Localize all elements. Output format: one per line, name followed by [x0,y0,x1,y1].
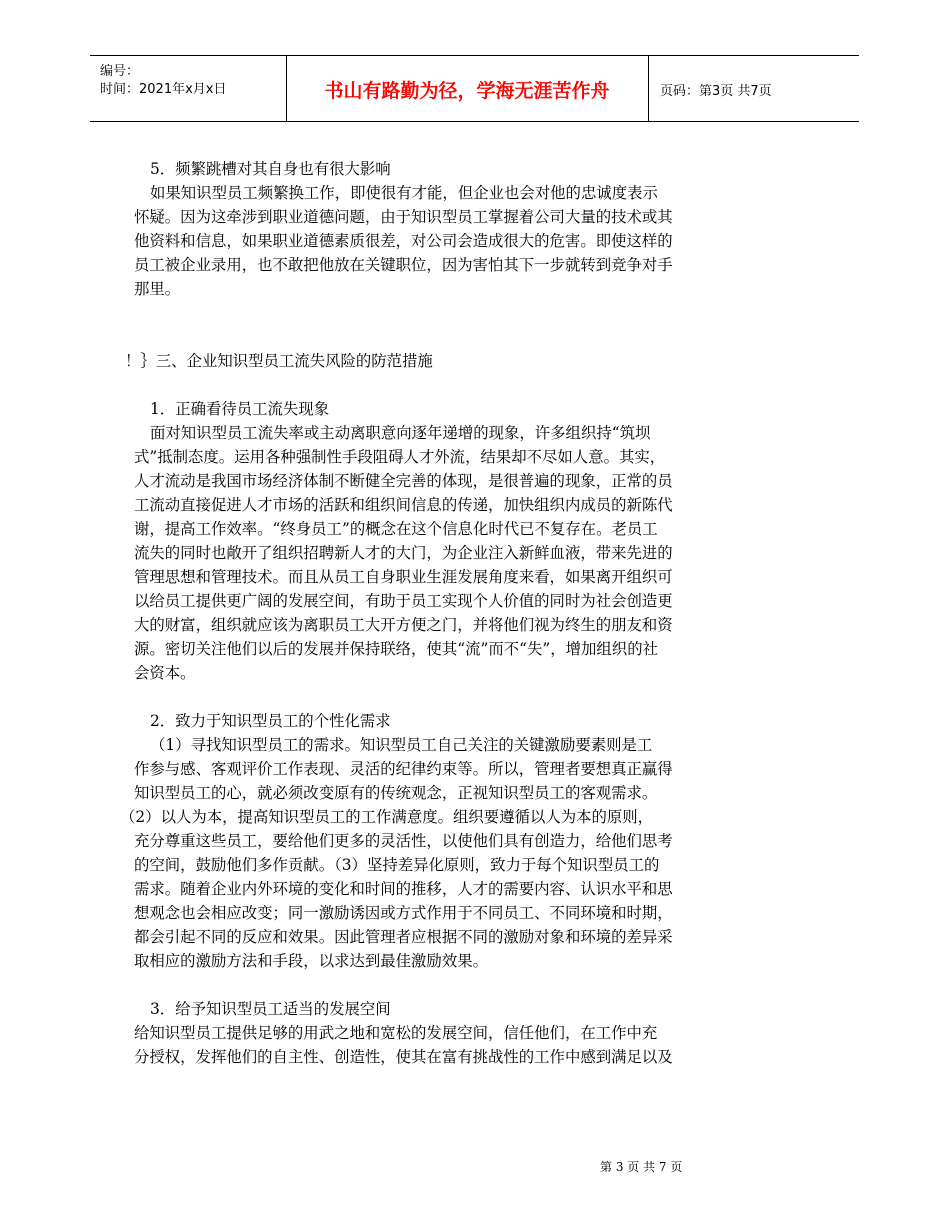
paragraph-line: 以给员工提供更广阔的发展空间，有助于员工实现个人价值的同时为社会创造更 [134,592,673,610]
paragraph-line: （2）以人为本，提高知识型员工的工作满意度。组织要遵循以人为本的原则， [120,808,654,826]
paragraph-line: 都会引起不同的反应和效果。因此管理者应根据不同的激励对象和环境的差异采 [134,928,673,946]
page-footer: 第 3 页 共 7 页 [600,1160,683,1174]
paragraph-line: 作参与感、客观评价工作表现、灵活的纪律约束等。所以，管理者要想真正赢得 [134,760,673,778]
paragraph-line: 怀疑。因为这牵涉到职业道德问题，由于知识型员工掌握着公司大量的技术或其 [134,208,673,226]
paragraph-line: 如果知识型员工频繁换工作，即使很有才能，但企业也会对他的忠诚度表示 [150,184,658,202]
paragraph-line: 式”抵制态度。运用各种强制性手段阻碍人才外流，结果却不尽如人意。其实， [134,448,666,466]
paragraph-line: 员工被企业录用，也不敢把他放在关键职位，因为害怕其下一步就转到竞争对手 [134,256,673,274]
chapter-heading: ！｝三、企业知识型员工流失风险的防范措施 [125,352,433,370]
paragraph-line: 需求。随着企业内外环境的变化和时间的推移，人才的需要内容、认识水平和思 [134,880,673,898]
doc-date: 时间：2021年x月x日 [100,82,227,97]
paragraph-line: 充分尊重这些员工，要给他们更多的灵活性，以使他们具有创造力，给他们思考 [134,832,673,850]
paragraph-line: （1）寻找知识型员工的需求。知识型员工自己关注的关键激励要素则是工 [150,736,653,754]
header-page-info: 页码：第3页 共7页 [660,84,772,99]
paragraph-line: 他资料和信息，如果职业道德素质很差，对公司会造成很大的危害。即使这样的 [134,232,673,250]
section-heading: 1．正确看待员工流失现象 [150,400,330,418]
paragraph-line: 人才流动是我国市场经济体制不断健全完善的体现，是很普遍的现象，正常的员 [134,472,673,490]
paragraph-line: 知识型员工的心，就必须改变原有的传统观念，正视知识型员工的客观需求。 [134,784,658,802]
section-heading: 2．致力于知识型员工的个性化需求 [150,712,391,730]
header-top-rule [90,55,859,56]
paragraph-line: 想观念也会相应改变；同一激励诱因或方式作用于不同员工、不同环境和时期， [134,904,673,922]
header-bottom-rule [90,121,859,122]
paragraph-line: 会资本。 [134,664,196,682]
section-heading: 3．给予知识型员工适当的发展空间 [150,1000,391,1018]
header-motto: 书山有路勤为径，学海无涯苦作舟 [324,80,610,102]
paragraph-line: 给知识型员工提供足够的用武之地和宽松的发展空间，信任他们，在工作中充 [134,1024,658,1042]
header-divider-right [648,55,649,121]
paragraph-line: 的空间，鼓励他们多作贡献。（3）坚持差异化原则，致力于每个知识型员工的 [134,856,660,874]
paragraph-line: 流失的同时也敞开了组织招聘新人才的大门，为企业注入新鲜血液，带来先进的 [134,544,673,562]
paragraph-line: 大的财富，组织就应该为离职员工大开方便之门，并将他们视为终生的朋友和资 [134,616,673,634]
paragraph-line: 源。密切关注他们以后的发展并保持联络，使其“流”而不“失”，增加组织的社 [134,640,658,658]
paragraph-line: 那里。 [134,280,181,298]
paragraph-line: 工流动直接促进人才市场的活跃和组织间信息的传递，加快组织内成员的新陈代 [134,496,673,514]
paragraph-line: 管理思想和管理技术。而且从员工自身职业生涯发展角度来看，如果离开组织可 [134,568,673,586]
paragraph-line: 面对知识型员工流失率或主动离职意向逐年递增的现象，许多组织持“筑坝 [150,424,651,442]
paragraph-line: 取相应的激励方法和手段，以求达到最佳激励效果。 [134,952,488,970]
section-heading: 5．频繁跳槽对其自身也有很大影响 [150,160,391,178]
paragraph-line: 分授权，发挥他们的自主性、创造性，使其在富有挑战性的工作中感到满足以及 [134,1048,673,1066]
doc-number-label: 编号： [100,64,140,79]
paragraph-line: 谢，提高工作效率。“终身员工”的概念在这个信息化时代已不复存在。老员工 [134,520,658,538]
